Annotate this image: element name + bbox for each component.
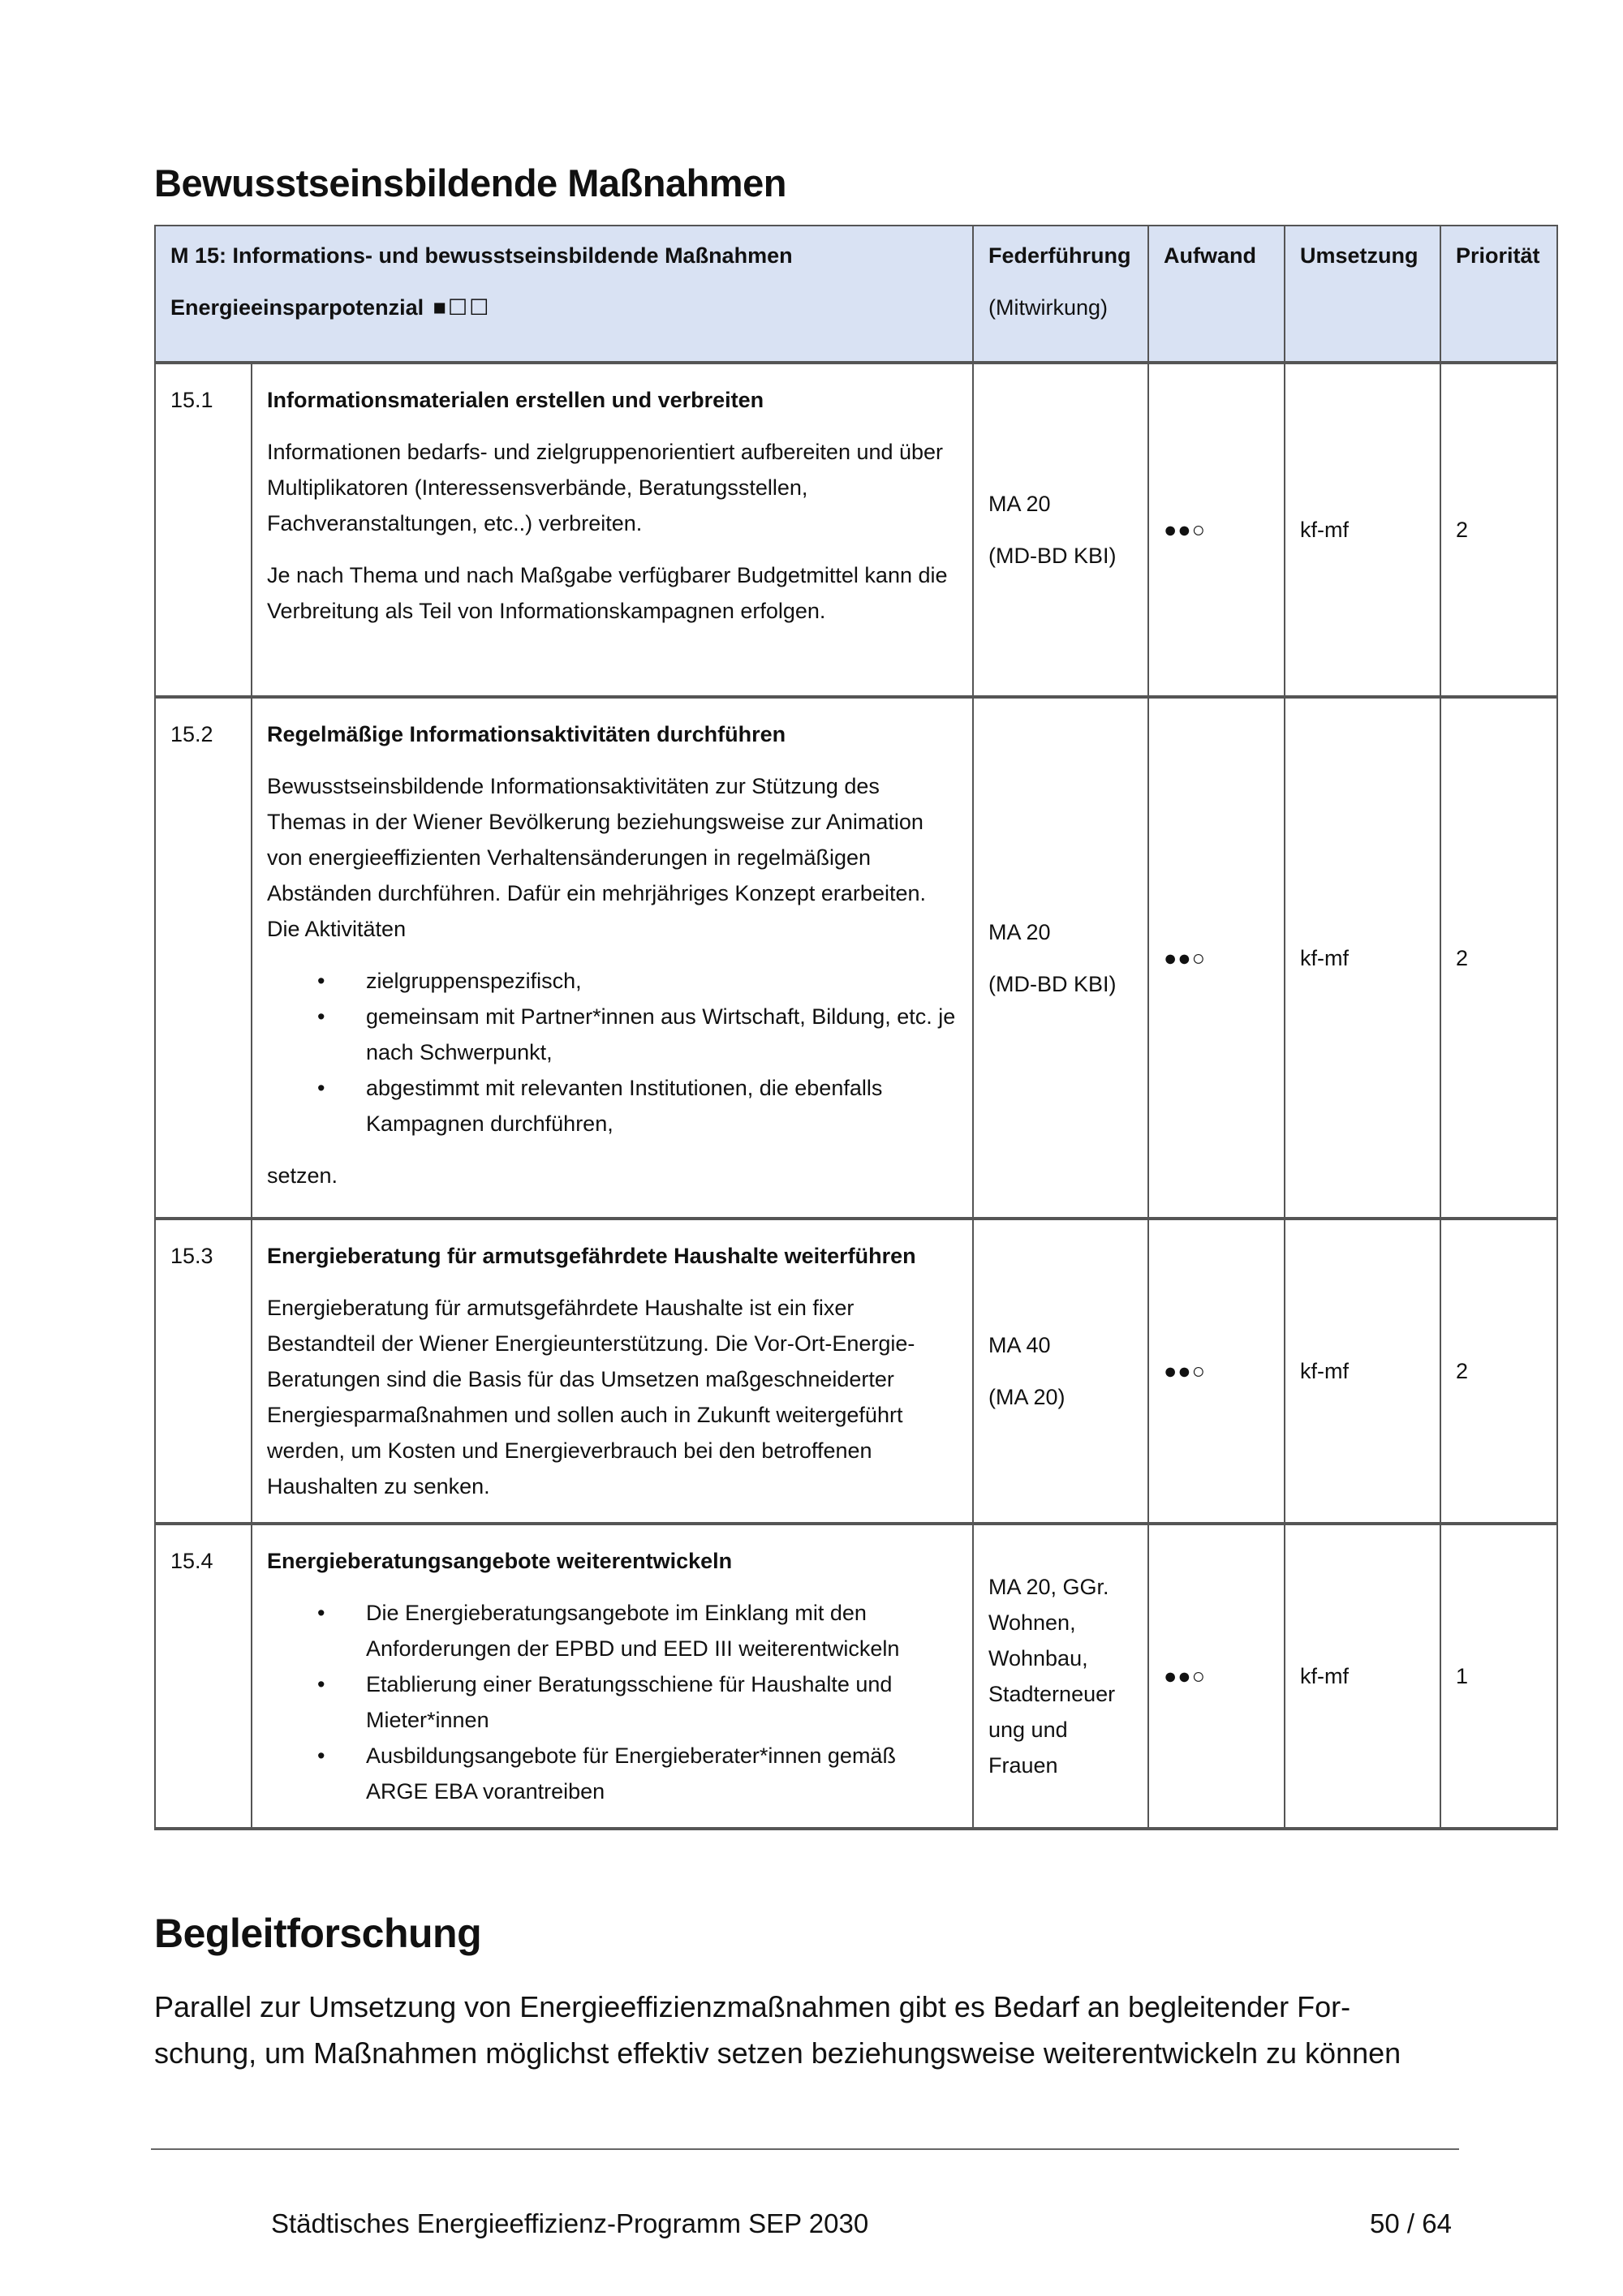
header-lead-sub: (Mitwirkung): [988, 295, 1109, 320]
header-implementation-cell: Umsetzung: [1285, 226, 1440, 363]
potential-label: Energieeinsparpotenzial: [170, 295, 424, 320]
row-title: Informationsmaterialen erstellen und verbreiten: [267, 388, 764, 412]
table-row: [155, 1524, 1557, 1829]
header-effort-cell: Aufwand: [1148, 226, 1285, 363]
row-priority: 1: [1440, 1524, 1557, 1829]
row-description: [252, 697, 973, 1219]
row-paragraph: Bewusstseinsbildende Informationsaktivitäten zur Stützung des Themas in der Wiener Bevölkerung beziehungsweise zur Animation von energieeffizienten Verhaltensänderungen in regelmäßigen Abständen durchführen. Dafür ein mehrjähriges Konzept erarbeiten. Die Aktivitäten: [267, 774, 926, 941]
footer-page-number: 50 / 64: [1370, 2208, 1452, 2238]
row-paragraph: Energieberatung für armutsgefährdete Haushalte ist ein fixer Bestandteil der Wiener Energieunterstützung. Die Vor-Ort-Energie-Beratungen sind die Basis für das Umsetzen maßgeschneiderter Energiesparmaßnahmen und sollen auch in Zukunft weitergeführt werden, um Kosten und Energieverbrauch bei den betroffenen Haushalten zu senken.: [267, 1296, 915, 1498]
footer-document-title: Städtisches Energieeffizienz-Programm SEP 2030: [271, 2208, 869, 2238]
table-row: [155, 1219, 1557, 1524]
row-implementation: kf-mf: [1285, 697, 1440, 1219]
row-effort: [1148, 697, 1285, 1219]
row-title: Regelmäßige Informationsaktivitäten durchführen: [267, 722, 786, 746]
row-effort: [1148, 1524, 1285, 1829]
effort-rating: ●●○: [1164, 1359, 1206, 1383]
measures-table: [154, 225, 1558, 1830]
row-paragraph: Informationen bedarfs- und zielgruppenorientiert aufbereiten und über Multiplikatoren (Interessensverbände, Beratungsstellen, Fachveranstaltungen, etc..) verbreiten.: [267, 440, 944, 535]
list-item: • abgestimmt mit relevanten Institutionen, die ebenfalls Kampagnen durchführen,: [366, 1070, 958, 1142]
row-implementation: kf-mf: [1285, 363, 1440, 697]
row-lead-sub: (MA 20): [988, 1385, 1065, 1409]
header-priority-cell: Priorität: [1440, 226, 1557, 363]
potential-rating: ■☐☐: [433, 295, 491, 320]
row-implementation: kf-mf: [1285, 1524, 1440, 1829]
footer-divider: [151, 2148, 1459, 2150]
row-number: 15.3: [155, 1219, 252, 1524]
list-item: • zielgruppenspezifisch,: [366, 963, 958, 999]
header-lead-label: Federführung: [988, 243, 1131, 268]
table-row: [155, 697, 1557, 1219]
row-title: Energieberatungsangebote weiterentwickeln: [267, 1549, 733, 1573]
bullet-list: [267, 963, 958, 1142]
row-lead: [973, 1524, 1148, 1829]
row-title: Energieberatung für armutsgefährdete Haushalte weiterführen: [267, 1244, 916, 1268]
row-number: 15.2: [155, 697, 252, 1219]
row-lead-sub: (MD-BD KBI): [988, 544, 1117, 568]
row-effort: [1148, 1219, 1285, 1524]
effort-rating: ●●○: [1164, 945, 1206, 970]
row-description: [252, 363, 973, 697]
list-item: • Ausbildungsangebote für Energieberater*innen gemäß ARGE EBA vorantreiben: [366, 1738, 958, 1809]
row-number: 15.4: [155, 1524, 252, 1829]
row-effort: [1148, 363, 1285, 697]
row-lead-main: MA 20, GGr. Wohnen, Wohnbau, Stadterneuer ung und Frauen: [988, 1575, 1116, 1778]
row-lead-sub: (MD-BD KBI): [988, 971, 1117, 996]
effort-rating: ●●○: [1164, 518, 1206, 542]
row-paragraph: Je nach Thema und nach Maßgabe verfügbarer Budgetmittel kann die Verbreitung als Teil von Informationskampagnen erfolgen.: [267, 563, 948, 623]
header-lead-cell: [973, 226, 1148, 363]
row-closing: setzen.: [267, 1163, 338, 1188]
section-title: Begleitforschung: [154, 1911, 482, 1956]
header-measure-cell: [155, 226, 973, 363]
row-lead: [973, 1219, 1148, 1524]
row-lead: [973, 363, 1148, 697]
list-item: • Etablierung einer Beratungsschiene für Haushalte und Mieter*innen: [366, 1666, 958, 1738]
list-item: • Die Energieberatungsangebote im Einklang mit den Anforderungen der EPBD und EED III weiterentwickeln: [366, 1595, 958, 1666]
table-row: [155, 363, 1557, 697]
row-description: [252, 1524, 973, 1829]
bullet-list: [267, 1595, 958, 1809]
row-lead: [973, 697, 1148, 1219]
row-priority: 2: [1440, 1219, 1557, 1524]
row-implementation: kf-mf: [1285, 1219, 1440, 1524]
effort-rating: ●●○: [1164, 1664, 1206, 1688]
section-title: Bewusstseinsbildende Maßnahmen: [154, 161, 786, 204]
list-item: • gemeinsam mit Partner*innen aus Wirtschaft, Bildung, etc. je nach Schwerpunkt,: [366, 999, 958, 1070]
row-description: [252, 1219, 973, 1524]
row-lead-main: MA 20: [988, 919, 1051, 944]
row-lead-main: MA 20: [988, 492, 1051, 516]
row-priority: 2: [1440, 697, 1557, 1219]
section-body-text: Parallel zur Umsetzung von Energieeffizienzmaßnahmen gibt es Bedarf an begleitender For-schung, um Maßnahmen möglichst effektiv setzen beziehungsweise weiterentwickeln zu können: [154, 1990, 1401, 2070]
row-number: 15.1: [155, 363, 252, 697]
table-header-row: [155, 226, 1557, 363]
row-priority: 2: [1440, 363, 1557, 697]
measure-title: M 15: Informations- und bewusstseinsbildende Maßnahmen: [170, 243, 793, 268]
potential-line: [170, 290, 958, 325]
row-lead-main: MA 40: [988, 1333, 1051, 1357]
